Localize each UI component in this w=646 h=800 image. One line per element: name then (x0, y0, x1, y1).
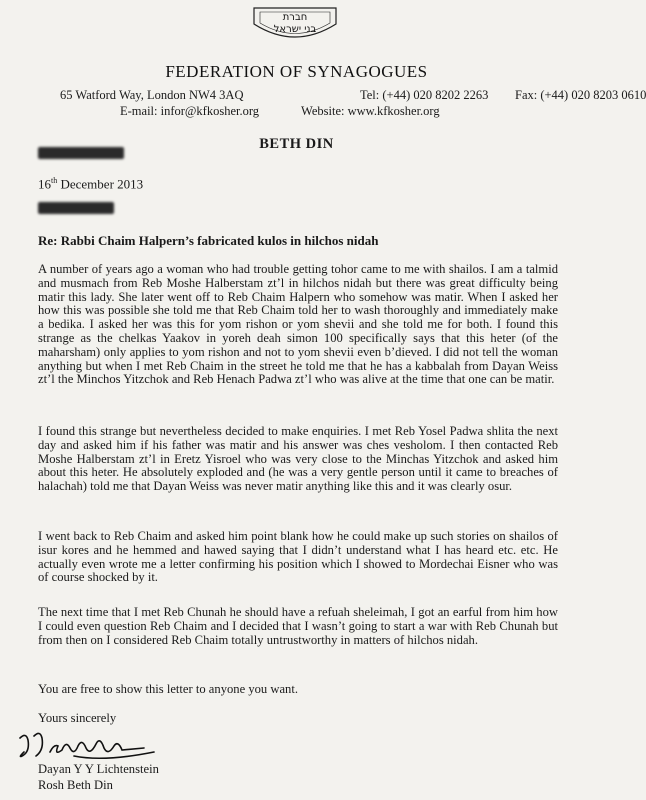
signer-name: Dayan Y Y Lichtenstein (38, 762, 159, 776)
body-paragraph-3: I went back to Reb Chaim and asked him point blank how he could make up such stories on shailos of isur kores and he hemmed and hawed saying that I didn’t understand what I has heard etc. etc. He actually even wrote me a letter confirming his position which I showed to Mordechai Eisner who was of course shocked by it. (38, 529, 558, 585)
closing: Yours sincerely (38, 711, 117, 725)
logo-hebrew-text: חברת בני ישראל (273, 12, 317, 35)
postal-address: 65 Watford Way, London NW4 3AQ (60, 88, 244, 102)
handwritten-signature-icon (14, 726, 164, 766)
redacted-salutation (38, 202, 114, 214)
organization-logo (250, 4, 340, 50)
organization-name: FEDERATION OF SYNAGOGUES (165, 62, 428, 81)
telephone: Tel: (+44) 020 8202 2263 (360, 88, 489, 102)
email: E-mail: infor@kfkosher.org (120, 104, 260, 118)
body-paragraph-1: A number of years ago a woman who had trouble getting tohor came to me with shailos. I am a talmid and musmach from Reb Moshe Halberstam zt’l in hilchos nidah but there was great difficulty being matir this lady. She later went off to Reb Chaim Halpern who somehow was matir. When I asked her how this was possible she told me that Reb Chaim told her to wash thoroughly and immediately make a bedika. I asked her was this for yom rishon or yom shevii and she told me for both. I found this strange as the chelkas Yaakov in yoreh deah simon 100 specifically says that this heter (of the maharsham) only applies to yom rishon and not to yom shevii even b’dieved. I did not tell the woman anything but when I met Reb Chaim in the street he told me that he has a kabbalah from Dayan Weiss zt’l the Minchos Yitzchok and Reb Henach Padwa zt’l who was alive at the time that one can be matir. (38, 262, 558, 387)
body-paragraph-5: You are free to show this letter to anyone you want. (38, 682, 298, 696)
body-paragraph-2: I found this strange but nevertheless decided to make enquiries. I met Reb Yosel Padwa shlita the next day and asked him if his father was matir and his answer was ches vesholom. I then contacted Reb Moshe Halberstam zt’l in Eretz Yisroel who was very close to the Minchas Yitzchok and asked him about this heter. He absolutely exploded and (he was a very gentle person until it came to breaches of halachah) told me that Dayan Weiss was never matir anything like this and it was clearly osur. (38, 424, 558, 494)
letter-date: 16th December 2013 (38, 176, 144, 192)
contact-line (120, 104, 440, 119)
fax: Fax: (+44) 020 8203 0610 (515, 88, 646, 102)
body-paragraph-4: The next time that I met Reb Chunah he should have a refuah sheleimah, I got an earful from him how I could even question Reb Chaim and I decided that I wasn’t going to start a war with Reb Chunah but from then on I considered Reb Chaim totally untrustworthy in matters of hilchos nidah. (38, 605, 558, 647)
redacted-recipient-name (38, 147, 124, 159)
department-heading: BETH DIN (259, 136, 334, 152)
address-line (60, 88, 646, 103)
website: Website: www.kfkosher.org (301, 104, 440, 118)
subject-line: Re: Rabbi Chaim Halpern’s fabricated kulos in hilchos nidah (38, 233, 379, 248)
signer-title: Rosh Beth Din (38, 778, 113, 792)
